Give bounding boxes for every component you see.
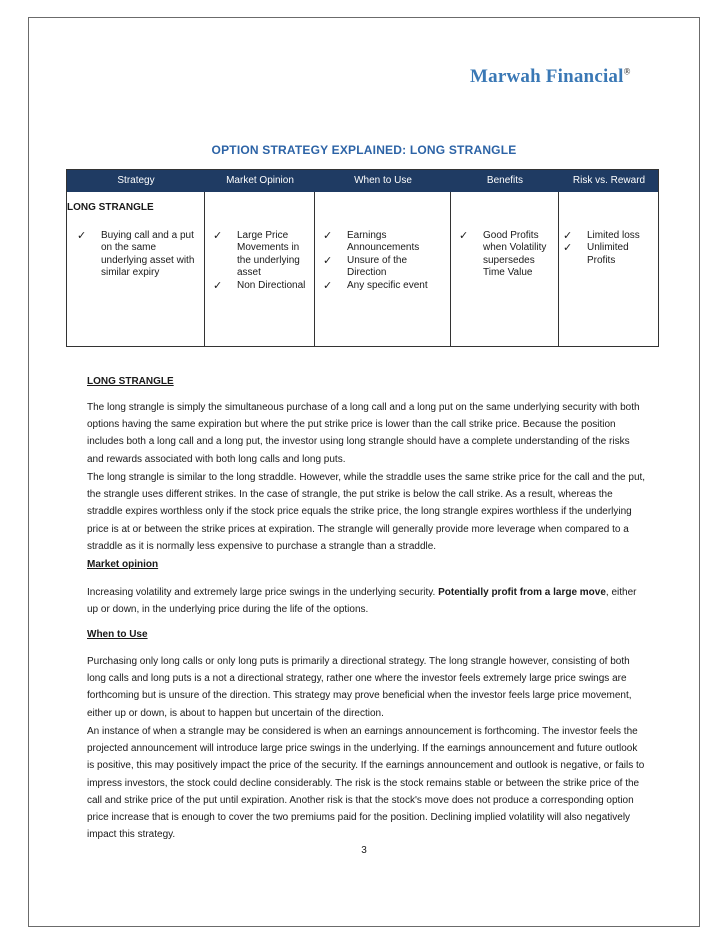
market-opinion-emphasis: Potentially profit from a large move [438, 587, 606, 598]
list-item: ✓ Earnings Announcements [323, 230, 420, 254]
list-item: ✓ Limited loss [563, 230, 640, 242]
column-divider [314, 192, 315, 347]
check-icon: ✓ [213, 279, 223, 292]
list-item: ✓ Any specific event [323, 279, 428, 292]
column-divider [450, 192, 451, 347]
paragraph-definition: The long strangle is simply the simultaneous purchase of a long call and a long put on the same underlying security with both options having the same expiration but where the put strike price is lower than the call strike price. Because the position includes both a long call and a long put, the investor using long strangle should have a complete understanding of the risks and rewards associated with both long calls and long puts. [87, 402, 640, 465]
check-icon: ✓ [323, 230, 333, 242]
header-benefits: Benefits [486, 175, 524, 186]
header-when-to-use: When to Use [354, 175, 412, 186]
cell-benefits [459, 230, 557, 280]
header-strategy: Strategy [117, 175, 155, 186]
brand-name: Marwah Financial [470, 66, 624, 87]
registered-mark: ® [623, 66, 631, 77]
table-header [67, 170, 658, 192]
section-heading-when-to-use: When to Use [87, 629, 148, 640]
header-risk-reward: Risk vs. Reward [572, 175, 646, 186]
paragraph-comparison: The long strangle is similar to the long straddle. However, while the straddle uses the same strike price for the call and the put, the strangle uses different strikes. In the case of strangle, the put strike is below the call strike. As a result, whereas the straddle expires worthless only if the stock price equals the strike price, the long strangle expires worthless if the underlying price is at or between the strike prices at expiration. The strangle will generally provide more leverage when compared to a straddle as it is normally less expensive to purchase a strangle than a straddle. [87, 472, 646, 552]
page-number: 3 [361, 845, 367, 856]
section-heading-market-opinion: Market opinion [87, 559, 159, 570]
brand-logo [470, 66, 631, 88]
market-opinion-text-end: , either up or down, in the underlying price during the life of the options. [87, 587, 637, 616]
paragraph-when-to-use: Purchasing only long calls or only long puts is primarily a directional strategy. The long strangle however, consisting of both long calls and long puts is a not a directional strategy, rather one where the investor feels extremely large price swings are forthcoming but is unsure of the direction. This strategy may prove beneficial when the investor feels large price movement, either up or down, is about to happen but uncertain of the direction. [87, 656, 632, 719]
check-icon: ✓ [459, 230, 469, 242]
cell-market-opinion [213, 230, 313, 292]
check-icon: ✓ [323, 279, 333, 292]
list-item: ✓ Unsure of the Direction [323, 254, 408, 279]
paragraph-example: An instance of when a strangle may be considered is when an earnings announcement is forthcoming. The investor feels the projected announcement will introduce large price swings in the underlying. If the earnings announcement and future outlook is positive, this may positively impact the price of the security. If the earnings announcement and outlook is negative, or fails to impress investors, the stock could decline considerably. The risk is the stock remains stable or between the strike price of the call and strike price of the put until expiration. Another risk is that the stock's move does not produce a corresponding option price increase that is enough to cover the two premiums paid for the position. Declining implied volatility will also negatively impact this strategy. [87, 726, 645, 841]
check-icon: ✓ [323, 254, 333, 267]
column-divider [204, 192, 205, 347]
list-item: ✓ Good Profits when Volatility supersedes Time Value [459, 230, 547, 279]
cell-when-to-use [323, 230, 449, 292]
check-icon: ✓ [213, 230, 223, 242]
list-item: ✓ Non Directional [213, 279, 306, 292]
market-opinion-text: Increasing volatility and extremely large price swings in the underlying security. [87, 587, 439, 598]
cell-risk-reward [563, 230, 658, 267]
check-icon: ✓ [77, 230, 87, 242]
cell-strategy [77, 230, 201, 280]
list-item: ✓ Buying call and a put on the same underlying asset with similar expiry [77, 230, 195, 279]
column-divider [558, 192, 559, 347]
check-icon: ✓ [563, 230, 573, 242]
list-item: ✓ Large Price Movements in the underlying asset [213, 230, 300, 279]
check-icon: ✓ [563, 242, 573, 255]
paragraph-market-opinion [87, 584, 647, 618]
page-title: OPTION STRATEGY EXPLAINED: LONG STRANGLE [211, 143, 517, 157]
header-market-opinion: Market Opinion [226, 175, 294, 186]
strategy-table [66, 169, 659, 347]
row-label: LONG STRANGLE [67, 202, 154, 213]
section-heading-long-strangle: LONG STRANGLE [87, 376, 174, 387]
list-item: ✓ Unlimited Profits [563, 242, 629, 266]
